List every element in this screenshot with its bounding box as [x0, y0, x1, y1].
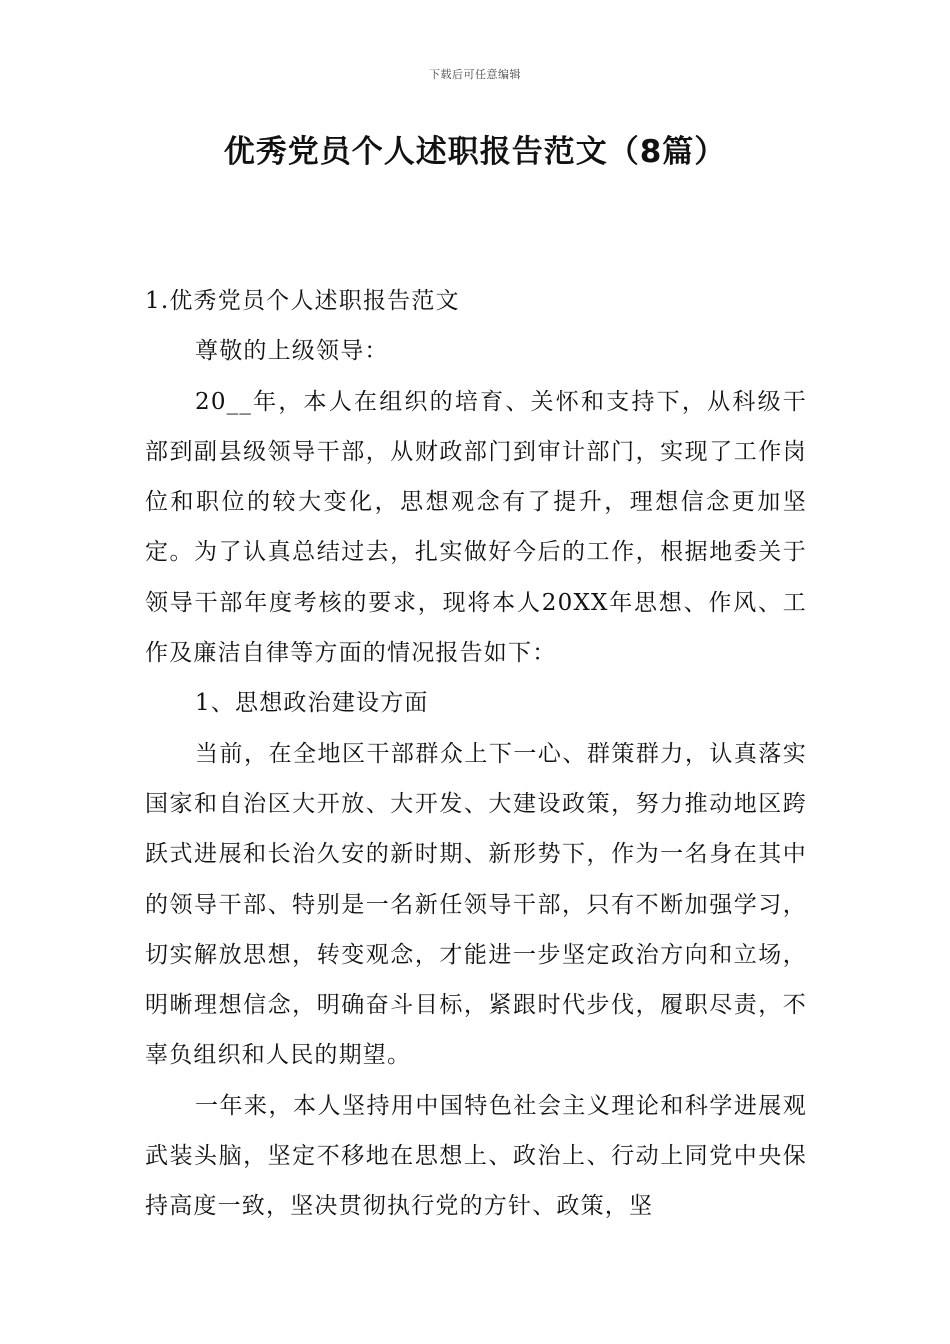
salutation: 尊敬的上级领导：: [195, 338, 389, 365]
paragraph-year-review: 一年来，本人坚持用中国特色社会主义理论和科学进展观武装头脑，坚定不移地在思想上、政治上、行动上同党中央保持高度一致，坚决贯彻执行党的方针、政策，坚: [145, 1092, 807, 1220]
paragraph-intro: 20__年，本人在组织的培育、关怀和支持下，从科级干部到副县级领导干部，从财政部门到审计部门，实现了工作岗位和职位的较大变化，思想观念有了提升，理想信念更加坚定。为了认真总结过去，扎实做好今后的工作，根据地委关于领导干部年度考核的要求，现将本人20XX年思想、作风、工作及廉洁自律等方面的情况报告如下：: [145, 388, 807, 667]
subsection-heading: 1、思想政治建设方面: [195, 690, 429, 717]
paragraph-context: 当前，在全地区干部群众上下一心、群策群力，认真落实国家和自治区大开放、大开发、大建设政策，努力推动地区跨跃式进展和长治久安的新时期、新形势下，作为一名身在其中的领导干部、特别是一名新任领导干部，只有不断加强学习，切实解放思想，转变观念，才能进一步坚定政治方向和立场，明晰理想信念，明确奋斗目标，紧跟时代步伐，履职尽责，不辜负组织和人民的期望。: [145, 740, 807, 1069]
document-body: [145, 276, 807, 1232]
header-note: 下载后可任意编辑: [429, 68, 521, 81]
document-title: 优秀党员个人述职报告范文（8篇）: [223, 134, 727, 170]
section-heading: 1.优秀党员个人述职报告范文: [145, 288, 460, 314]
